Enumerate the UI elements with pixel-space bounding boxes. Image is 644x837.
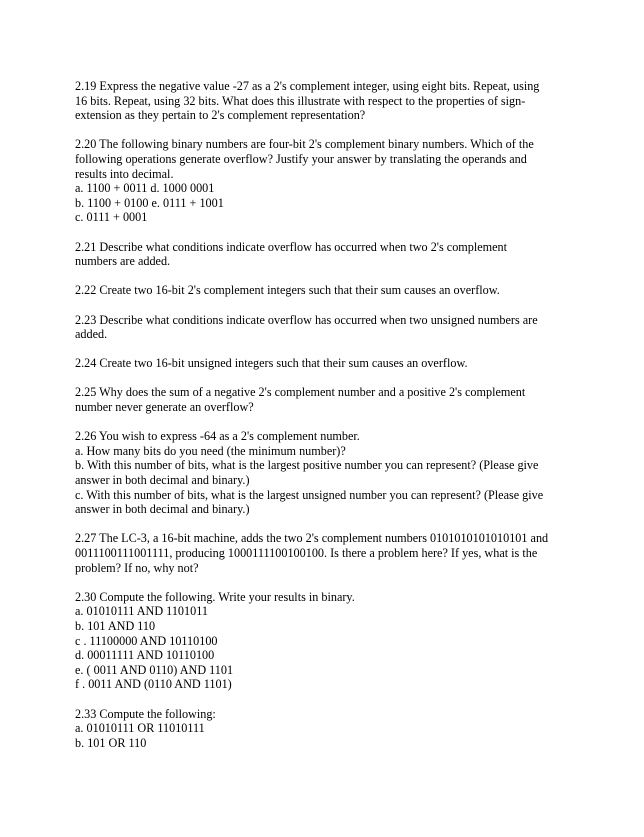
problem-subitem: a. 01010111 AND 1101011 [75,604,208,619]
problem-text-line: extension as they pertain to 2's complement representation? [75,108,366,123]
problem-subitem: c . 11100000 AND 10110100 [75,633,218,648]
problem-subitem: c. 0111 + 0001 [75,210,148,225]
problem-subitem: b. 1100 + 0100 e. 0111 + 1001 [75,195,224,210]
problem-list [75,79,575,765]
problem-2-21 [75,240,575,269]
problem-text-line: 2.25 Why does the sum of a negative 2's complement number and a positive 2's complement [75,385,526,400]
problem-subitem: b. With this number of bits, what is the largest positive number you can represent? (Please give [75,458,539,473]
problem-text-line: 2.19 Express the negative value -27 as a 2's complement integer, using eight bits. Repeat, using [75,79,540,93]
problem-subitem: e. ( 0011 AND 0110) AND 1101 [75,662,234,677]
problem-text-line: 2.24 Create two 16-bit unsigned integers such that their sum causes an overflow. [75,356,468,371]
problem-text-line: 2.27 The LC-3, a 16-bit machine, adds the two 2's complement numbers 0101010101010101 and [75,531,549,546]
problem-subitem: b. 101 AND 110 [75,618,156,633]
problem-subitem: a. 01010111 OR 11010111 [75,721,205,736]
problem-text-line: 2.23 Describe what conditions indicate overflow has occurred when two unsigned numbers are [75,312,538,327]
problem-2-20 [75,137,575,225]
problem-2-24 [75,356,575,371]
problem-text-line: 0011100111001111, producing 1000111100100100. Is there a problem here? If yes, what is the [75,546,538,560]
problem-subitem: f . 0011 AND (0110 AND 1101) [75,677,232,692]
problem-2-30 [75,590,575,692]
problem-2-22 [75,283,575,298]
problem-2-23 [75,313,575,342]
problem-text-line: problem? If no, why not? [75,560,199,575]
problem-text-line: 2.26 You wish to express -64 as a 2's complement number. [75,429,360,444]
problem-2-26 [75,429,575,517]
problem-text-line: results into decimal. [75,166,174,181]
problem-subitem: answer in both decimal and binary.) [75,502,250,517]
problem-subitem: a. How many bits do you need (the minimum number)? [75,443,346,458]
problem-text-line: numbers are added. [75,254,171,269]
problem-subitem: d. 00011111 AND 10110100 [75,648,215,663]
problem-text-line: 2.33 Compute the following: [75,706,216,721]
problem-subitem: b. 101 OR 110 [75,735,147,750]
problem-2-27 [75,531,575,575]
problem-subitem: answer in both decimal and binary.) [75,473,250,488]
problem-2-33 [75,707,575,751]
problem-text-line: 16 bits. Repeat, using 32 bits. What does this illustrate with respect to the properties of sign- [75,93,526,108]
problem-text-line: 2.22 Create two 16-bit 2's complement integers such that their sum causes an overflow. [75,283,500,298]
problem-text-line: 2.20 The following binary numbers are four-bit 2's complement binary numbers. Which of the [75,137,534,152]
problem-text-line: 2.21 Describe what conditions indicate overflow has occurred when two 2's complement [75,239,508,254]
problem-2-19 [75,79,575,123]
problem-text-line: number never generate an overflow? [75,400,254,415]
problem-text-line: added. [75,327,108,342]
problem-2-25 [75,385,575,414]
problem-subitem: a. 1100 + 0011 d. 1000 0001 [75,181,215,196]
problem-subitem: c. With this number of bits, what is the largest unsigned number you can represent? (Please give [75,487,544,502]
problem-text-line: following operations generate overflow? Justify your answer by translating the operands and [75,151,527,166]
problem-text-line: 2.30 Compute the following. Write your results in binary. [75,589,355,604]
